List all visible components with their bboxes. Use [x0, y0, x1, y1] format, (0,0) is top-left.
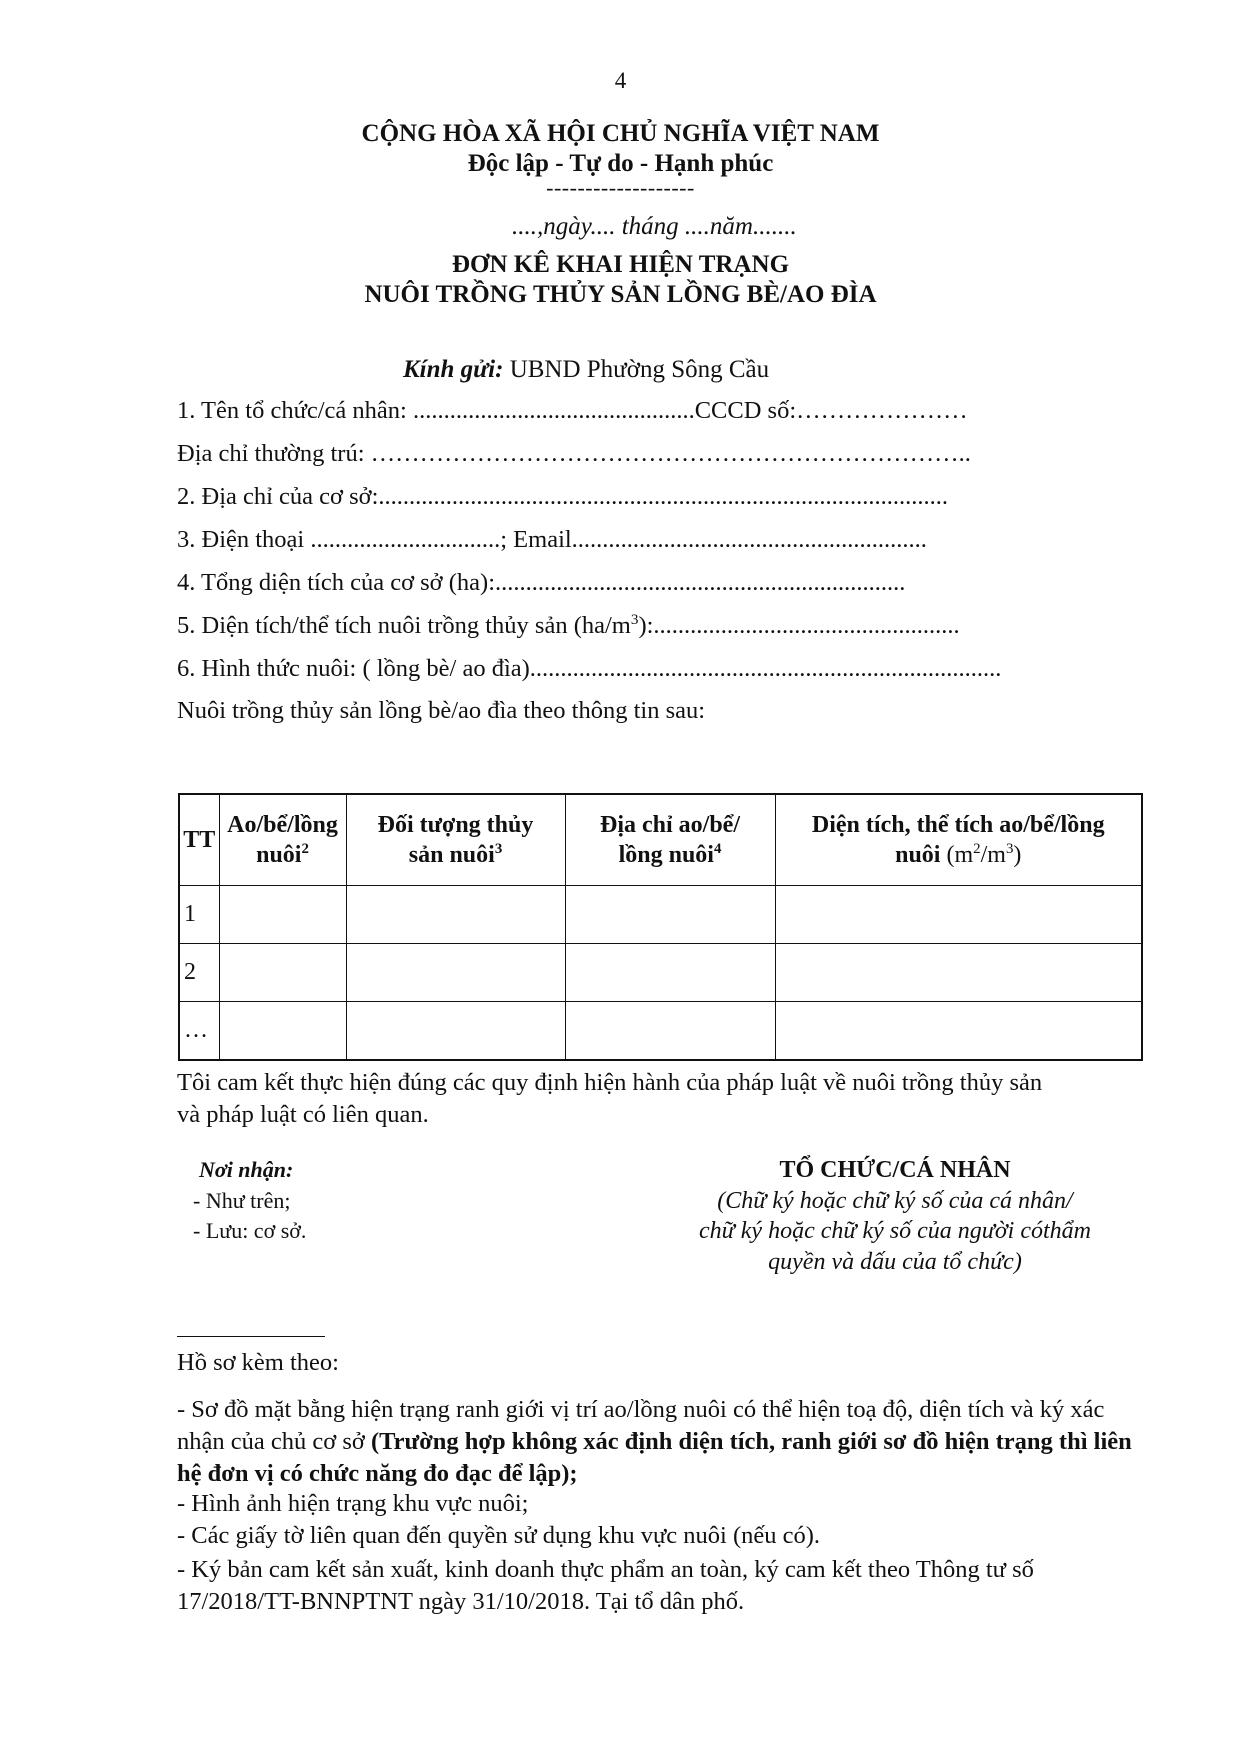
cell-pond[interactable]: [219, 943, 346, 1001]
commitment-line1: Tôi cam kết thực hiện đúng các quy định hiện hành của pháp luật về nuôi trồng thủy sản: [177, 1069, 1043, 1096]
table-row: [179, 943, 1142, 1001]
field-culture-area: 5. Diện tích/thể tích nuôi trồng thủy sản $(ha/m^3)$:..................................................: [177, 610, 960, 639]
header-divider: -------------------: [546, 175, 695, 200]
cell-area[interactable]: [775, 943, 1142, 1001]
signature-note: (Chữ ký hoặc chữ ký số của cá nhân/: [717, 1188, 1073, 1214]
cell-area[interactable]: [775, 1001, 1142, 1060]
header-area: Diện tích, thể tích ao/bể/lồng nuôi $(m^2/m^3)$: [775, 794, 1142, 885]
recipients-item: - Lưu: cơ sở.: [193, 1218, 307, 1243]
row-index: 1: [179, 885, 219, 943]
attachment-item: - Các giấy tờ liên quan đến quyền sử dụng khu vực nuôi (nếu có).: [177, 1522, 821, 1549]
cell-pond[interactable]: [219, 1001, 346, 1060]
cell-species[interactable]: [346, 1001, 565, 1060]
table-intro: Nuôi trồng thủy sản lồng bè/ao đìa theo thông tin sau:: [177, 697, 706, 724]
national-motto: Độc lập - Tự do - Hạnh phúc: [467, 150, 774, 177]
page-number: 4: [614, 68, 627, 93]
table-header-row: [179, 794, 1142, 885]
date-line: ....,ngày.... tháng ....năm.......: [512, 213, 797, 240]
attachment-item: - Hình ảnh hiện trạng khu vực nuôi;: [177, 1490, 529, 1517]
commitment-line2: và pháp luật có liên quan.: [177, 1101, 429, 1128]
header-species: Đối tượng thủy sản nuôi$^3$: [346, 794, 565, 885]
field-phone-email: 3. Điện thoại ...............................; Email..........................................................: [177, 526, 927, 553]
header-tt: TT: [179, 794, 219, 885]
attachment-item: - Sơ đồ mặt bằng hiện trạng ranh giới vị trí ao/lồng nuôi có thể hiện toạ độ, diện tích và ký xác nhận của chủ cơ sở (Trường hợp không xác định diện tích, ranh giới sơ đồ hiện trạng thì liên hệ đơn vị có chức năng đo đạc để lập);: [177, 1396, 1132, 1487]
cell-species[interactable]: [346, 943, 565, 1001]
national-title: CỘNG HÒA XÃ HỘI CHỦ NGHĨA VIỆT NAM: [361, 120, 880, 147]
field-culture-form: 6. Hình thức nuôi: ( lồng bè/ ao đìa).............................................................................: [177, 655, 1002, 682]
recipients-item: - Như trên;: [193, 1188, 291, 1213]
cell-pond[interactable]: [219, 885, 346, 943]
signature-title: TỔ CHỨC/CÁ NHÂN: [779, 1157, 1011, 1183]
row-index: …: [179, 1001, 219, 1060]
signature-note: quyền và dấu của tổ chức): [768, 1249, 1022, 1275]
row-index: 2: [179, 943, 219, 1001]
table-row: [179, 1001, 1142, 1060]
cell-area[interactable]: [775, 885, 1142, 943]
field-total-area: 4. Tổng diện tích của cơ sở (ha):...................................................................: [177, 569, 906, 596]
field-name-id: 1. Tên tổ chức/cá nhân: ..............................................CCCD số:…………………: [177, 397, 968, 424]
recipient-label: Kính gửi:: [403, 356, 504, 383]
cell-address[interactable]: [565, 943, 775, 1001]
cell-address[interactable]: [565, 885, 775, 943]
table-row: [179, 885, 1142, 943]
field-permanent-address: Địa chỉ thường trú: ………………………………………………………………..: [177, 440, 971, 467]
attachments-title: Hồ sơ kèm theo:: [177, 1349, 339, 1376]
aquaculture-table: [178, 793, 1143, 1061]
recipients-title: Nơi nhận:: [199, 1157, 294, 1182]
header-address: Địa chỉ ao/bể/ lồng nuôi$^4$: [565, 794, 775, 885]
recipient-value: UBND Phường Sông Cầu: [503, 356, 770, 383]
header-pond: Ao/bể/lồng nuôi$^2$: [219, 794, 346, 885]
footnote-separator: [177, 1336, 325, 1337]
cell-species[interactable]: [346, 885, 565, 943]
form-title-line2: NUÔI TRỒNG THỦY SẢN LỒNG BÈ/AO ĐÌA: [364, 281, 877, 308]
attachment-item: - Ký bản cam kết sản xuất, kinh doanh thực phẩm an toàn, ký cam kết theo Thông tư số 17/2018/TT-BNNPTNT ngày 31/10/2018. Tại tổ dân phố.: [177, 1556, 1034, 1615]
recipient-line: [403, 356, 769, 384]
form-title-line1: ĐƠN KÊ KHAI HIỆN TRẠNG: [451, 251, 790, 278]
field-facility-address: 2. Địa chỉ của cơ sở:.............................................................................................: [177, 483, 949, 510]
signature-note: chữ ký hoặc chữ ký số của người cóthẩm: [699, 1218, 1091, 1244]
cell-address[interactable]: [565, 1001, 775, 1060]
